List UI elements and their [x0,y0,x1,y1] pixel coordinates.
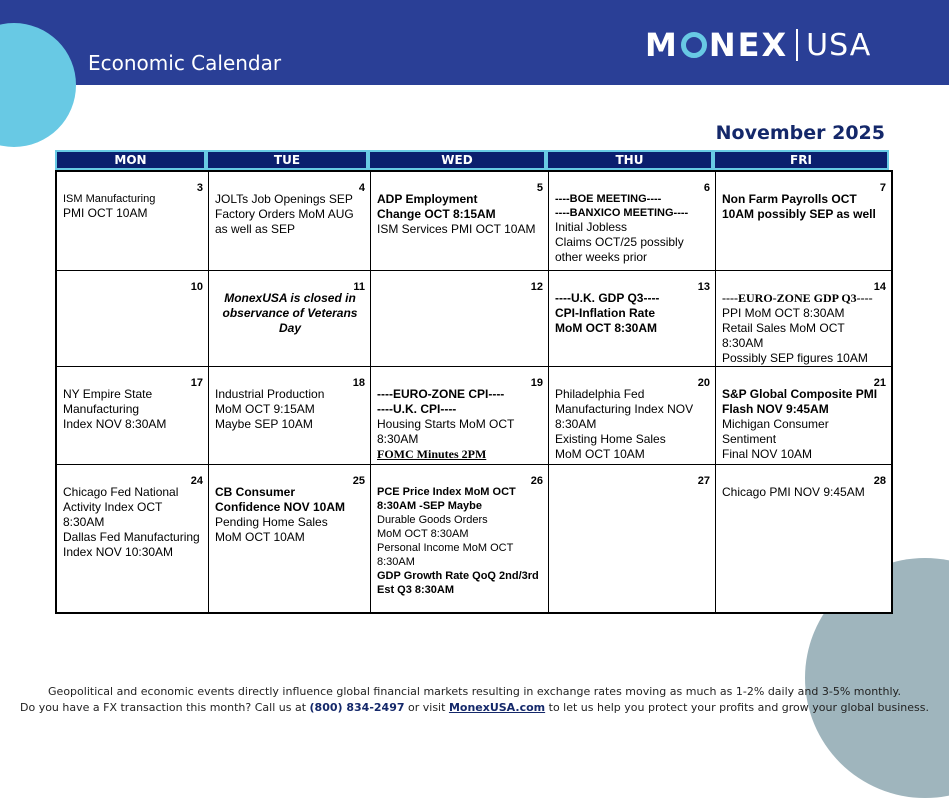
event-line: Flash NOV 9:45AM [722,402,829,416]
event-line: 8:30AM [377,556,415,568]
event-line: Retail Sales MoM OCT [722,321,845,335]
event-line: Philadelphia Fed [555,387,645,401]
week-row-2 [57,270,891,366]
logo-wordmark: M NEX [645,26,789,64]
day-cell-4 [208,172,370,270]
phone-number[interactable]: (800) 834-2497 [309,701,405,714]
day-cell-25 [208,465,370,612]
day-cell-12 [370,271,548,366]
day-number: 19 [530,377,543,389]
day-number: 11 [353,281,365,293]
day-number: 5 [536,182,543,194]
day-cell-3 [57,172,208,270]
page-title: Economic Calendar [88,51,282,75]
event-line: 8:30AM -SEP Maybe [377,500,482,512]
event-line: Pending Home Sales [215,515,328,529]
event-line: 8:30AM [377,432,419,446]
day-cell-28 [715,465,891,612]
event-line: ----BOE MEETING---- [555,193,662,205]
closure-notice: Day [278,321,301,335]
event-line: Final NOV 10AM [722,447,813,461]
weekday-header-tue: TUE [206,150,368,170]
day-number: 21 [873,377,886,389]
footer-cta: Do you have a FX transaction this month? Call us at (800) 834-2497 or visit MonexUSA.com to let us help you protect your profits and grow your global business. [20,701,929,714]
day-cell-11 [208,271,370,366]
day-number: 13 [697,281,710,293]
website-link[interactable]: MonexUSA.com [448,701,546,714]
event-line: Dallas Fed Manufacturing [63,530,200,544]
event-line: ----U.K. GDP Q3---- [555,291,660,305]
day-cell-24 [57,465,208,612]
weekday-header-row [55,150,893,170]
event-line: 8:30AM [63,515,105,529]
event-line: Confidence NOV 10AM [215,500,346,514]
event-line: Est Q3 8:30AM [377,584,455,596]
day-cell-26 [370,465,548,612]
event-line: MoM OCT 9:15AM [215,402,315,416]
event-line: 8:30AM [555,417,597,431]
day-number: 12 [530,281,543,293]
event-line: NY Empire State [63,387,153,401]
event-line: as well as SEP [215,222,296,236]
event-line: Durable Goods Orders [377,514,488,526]
event-line: PPI MoM OCT 8:30AM [722,306,845,320]
event-line: Housing Starts MoM OCT [377,417,515,431]
event-line: ----EURO-ZONE CPI---- [377,387,505,401]
event-line: Activity Index OCT [63,500,163,514]
event-line: PCE Price Index MoM OCT [377,486,516,498]
weekday-header-mon: MON [55,150,206,170]
event-line: PMI OCT 10AM [63,206,148,220]
weekday-header-wed: WED [368,150,546,170]
event-line: ISM Manufacturing [63,193,156,205]
event-line: FOMC Minutes 2PM [377,447,487,461]
event-line: ----EURO-ZONE GDP Q3---- [722,291,873,305]
monex-logo [645,26,871,64]
day-number: 14 [873,281,886,293]
day-number: 4 [358,182,365,194]
event-line: Index NOV 10:30AM [63,545,174,559]
event-line: MoM OCT 10AM [555,447,645,461]
event-line: CB Consumer [215,485,296,499]
day-number: 3 [196,182,203,194]
event-line: JOLTs Job Openings SEP [215,192,353,206]
closure-notice: MonexUSA is closed in [224,291,356,305]
event-line: Manufacturing [63,402,140,416]
day-number: 28 [873,475,886,487]
event-line: other weeks prior [555,250,648,264]
event-line: Industrial Production [215,387,325,401]
day-cell-10 [57,271,208,366]
event-line: 8:30AM [722,336,764,350]
day-number: 20 [697,377,710,389]
day-number: 24 [190,475,203,487]
event-line: Claims OCT/25 possibly [555,235,684,249]
day-cell-5 [370,172,548,270]
event-line: 10AM possibly SEP as well [722,207,876,221]
event-line: Non Farm Payrolls OCT [722,192,857,206]
day-number: 7 [879,182,886,194]
event-line: ----U.K. CPI---- [377,402,457,416]
logo-divider [796,29,798,61]
event-line: MoM OCT 8:30AM [377,528,469,540]
day-cell-18 [208,367,370,464]
event-line: S&P Global Composite PMI [722,387,878,401]
event-line: Factory Orders MoM AUG [215,207,354,221]
day-number: 25 [352,475,365,487]
day-cell-27 [548,465,715,612]
week-row-4 [57,464,891,612]
day-cell-6 [548,172,715,270]
day-number: 17 [190,377,203,389]
event-line: ----BANXICO MEETING---- [555,207,689,219]
footer [0,684,949,716]
day-cell-19 [370,367,548,464]
day-cell-14 [715,271,891,366]
event-line: ISM Services PMI OCT 10AM [377,222,536,236]
event-line: MoM OCT 8:30AM [555,321,657,335]
event-line: Initial Jobless [555,220,628,234]
day-cell-21 [715,367,891,464]
logo-o-ring-icon [681,32,707,58]
day-number: 27 [697,475,710,487]
day-cell-17 [57,367,208,464]
event-line: ADP Employment [377,192,478,206]
day-cell-13 [548,271,715,366]
day-number: 18 [352,377,365,389]
calendar-grid [55,170,893,614]
event-line: Manufacturing Index NOV [555,402,694,416]
weekday-header-fri: FRI [713,150,889,170]
day-number: 6 [703,182,710,194]
event-line: GDP Growth Rate QoQ 2nd/3rd [377,570,539,582]
event-line: Personal Income MoM OCT [377,542,514,554]
event-line: Existing Home Sales [555,432,666,446]
event-line: Michigan Consumer Sentiment [722,417,829,446]
event-line: Index NOV 8:30AM [63,417,167,431]
week-row-1 [57,172,891,270]
calendar [55,150,893,614]
event-line: Possibly SEP figures 10AM [722,351,868,365]
event-line: Chicago PMI NOV 9:45AM [722,485,865,499]
event-line: Maybe SEP 10AM [215,417,313,431]
day-cell-20 [548,367,715,464]
week-row-3 [57,366,891,464]
event-line: Chicago Fed National [63,485,179,499]
event-line: Change OCT 8:15AM [377,207,496,221]
weekday-header-thu: THU [546,150,713,170]
logo-region: USA [806,27,872,63]
closure-notice: observance of Veterans [222,306,358,320]
event-line: CPI-Inflation Rate [555,306,656,320]
footer-disclaimer: Geopolitical and economic events directly influence global financial markets resulting in exchange rates moving as much as 1-2% daily and 3-5% monthly. [48,685,901,698]
day-number: 10 [190,281,203,293]
month-title: November 2025 [715,122,885,144]
event-line: MoM OCT 10AM [215,530,305,544]
day-number: 26 [530,475,543,487]
day-cell-7 [715,172,891,270]
